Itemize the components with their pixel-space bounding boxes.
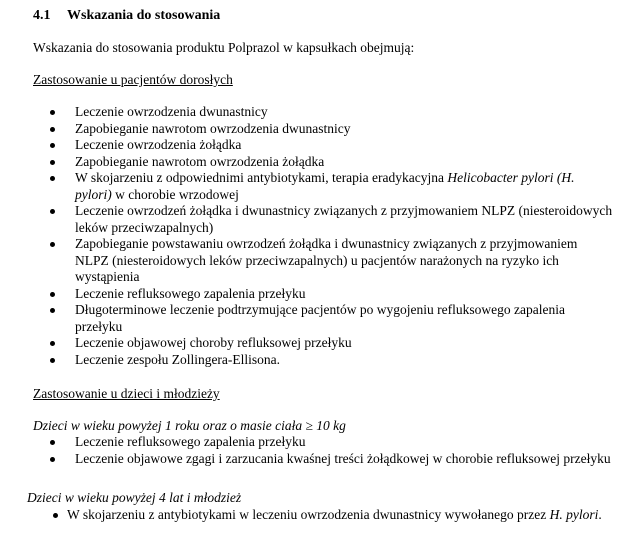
list-item: Zapobieganie powstawaniu owrzodzeń żołądka i dwunastnicy związanych z przyjmowaniem NLPZ (niesteroidowych leków przeciwzapalnych) u pacjentów narażonych na ryzyko ich wystąpienia — [33, 236, 613, 286]
section-heading — [33, 8, 220, 25]
list-item: Zapobieganie nawrotom owrzodzenia żołądka — [33, 154, 613, 171]
list-item: W skojarzeniu z odpowiednimi antybiotykami, terapia eradykacyjna Helicobacter pylori (H. pylori) w chorobie wrzodowej — [33, 170, 613, 203]
list-item: W skojarzeniu z antybiotykami w leczeniu owrzodzenia dwunastnicy wywołanego przez H. pylori. — [33, 507, 613, 524]
list-item: Leczenie owrzodzenia dwunastnicy — [33, 104, 613, 121]
list-item: Leczenie refluksowego zapalenia przełyku — [33, 286, 613, 303]
intro-text: Wskazania do stosowania produktu Polprazol w kapsułkach obejmują: — [33, 40, 415, 55]
list-item: Leczenie owrzodzenia żołądka — [33, 137, 613, 154]
list-item: Leczenie objawowe zgagi i zarzucania kwaśnej treści żołądkowej w chorobie refluksowej przełyku — [33, 451, 613, 468]
section-title: Wskazania do stosowania — [67, 8, 221, 23]
children-subheading: Zastosowanie u dzieci i młodzieży — [33, 386, 220, 401]
section-number: 4.1 — [33, 8, 51, 23]
list-item: Zapobieganie nawrotom owrzodzenia dwunastnicy — [33, 121, 613, 138]
children-group2-title: Dzieci w wieku powyżej 4 lat i młodzież — [27, 490, 242, 505]
children-group2-list — [33, 507, 613, 524]
list-item: Długoterminowe leczenie podtrzymujące pacjentów po wygojeniu refluksowego zapalenia przełyku — [33, 302, 613, 335]
children-group1-list — [33, 434, 613, 467]
list-item: Leczenie owrzodzeń żołądka i dwunastnicy związanych z przyjmowaniem NLPZ (niesteroidowych leków przeciwzapalnych) — [33, 203, 613, 236]
children-group1-title: Dzieci w wieku powyżej 1 roku oraz o masie ciała ≥ 10 kg — [33, 418, 346, 433]
list-item: Leczenie refluksowego zapalenia przełyku — [33, 434, 613, 451]
list-item: Leczenie objawowej choroby refluksowej przełyku — [33, 335, 613, 352]
list-item: Leczenie zespołu Zollingera-Ellisona. — [33, 352, 613, 369]
adults-subheading: Zastosowanie u pacjentów dorosłych — [33, 72, 233, 87]
adults-indications-list — [33, 104, 613, 368]
